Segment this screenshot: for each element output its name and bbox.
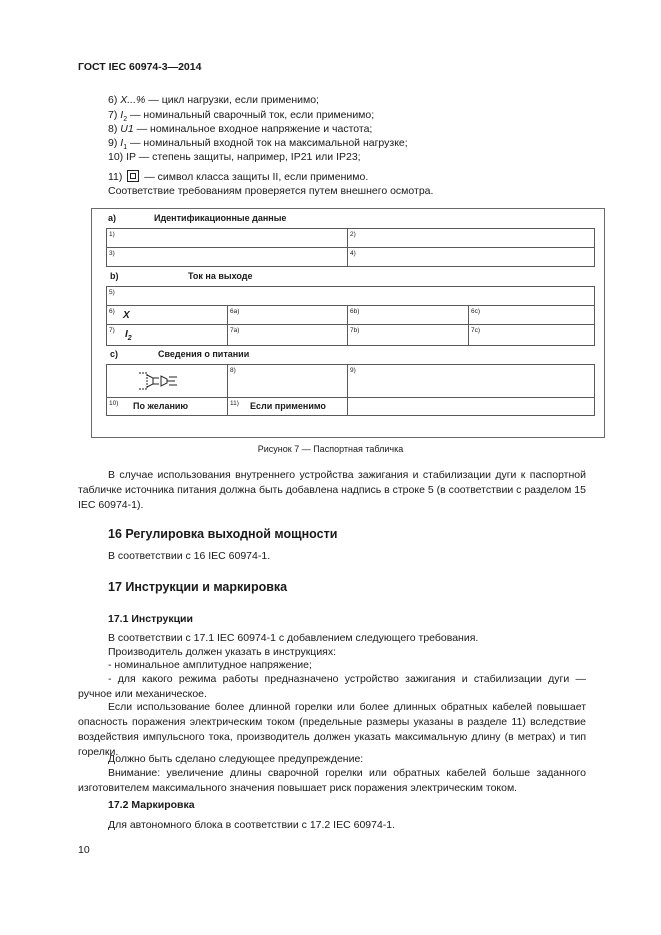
cell-11: 11) Если применимо bbox=[227, 397, 348, 416]
cell-2: 2) bbox=[347, 228, 595, 248]
list-item: 10) IP — степень защиты, например, IP21 или IP23; bbox=[108, 151, 361, 163]
cell-8: 8) bbox=[227, 364, 348, 398]
cell-7c: 7c) bbox=[468, 324, 595, 346]
cell-3: 3) bbox=[106, 247, 348, 267]
s17-1-p3: Если использование более длинной горелки или более длинных обратных кабелей повышает опасность поражения электрическим током (предельные размеры указаны в разделе 11) вследствие воздействия импульсного тока, производитель должен указать максимальную длину (в метрах) и тип горелки. bbox=[78, 701, 586, 758]
section-a-title: Идентификационные данные bbox=[154, 213, 287, 223]
document-header: ГОСТ IEC 60974-3—2014 bbox=[78, 61, 202, 73]
list-item: 11) — символ класса защиты II, если применимо. bbox=[108, 171, 369, 183]
s17-2-text: Для автономного блока в соответствии с 17.2 IEC 60974-1. bbox=[108, 819, 396, 831]
conformity-text: Соответствие требованиям проверяется путем внешнего осмотра. bbox=[108, 185, 434, 197]
ignition-paragraph: В случае использования внутреннего устройства зажигания и стабилизации дуги к паспортной табличке источника питания должна быть добавлена надпись в строке 5 (в соответствии с разделом 15 IEC 60974-1). bbox=[78, 469, 586, 511]
class-ii-symbol-icon bbox=[127, 170, 139, 182]
cell-9: 9) bbox=[347, 364, 595, 398]
section-a-letter: a) bbox=[108, 213, 117, 223]
s17-1-bullet: - для какого режима работы предназначено устройство зажигания и стабилизации дуги — ручное или механическое. bbox=[78, 673, 586, 700]
figure-caption: Рисунок 7 — Паспортная табличка bbox=[257, 444, 404, 454]
supply-symbol-cell bbox=[106, 364, 228, 398]
cell-6b: 6b) bbox=[347, 305, 469, 325]
section-b-title: Ток на выходе bbox=[188, 271, 253, 281]
cell-6: 6) X bbox=[106, 305, 228, 325]
cell-7b: 7b) bbox=[347, 324, 469, 346]
cell-1: 1) bbox=[106, 228, 348, 248]
section-c-title: Сведения о питании bbox=[158, 349, 250, 359]
section-17-heading: 17 Инструкции и маркировка bbox=[108, 580, 288, 594]
cell-5: 5) bbox=[106, 286, 595, 306]
list-item: 9) $I_1$ — номинальный входной ток на максимальной нагрузке; bbox=[108, 137, 408, 152]
rating-plate-figure bbox=[91, 208, 605, 438]
s17-1-p1: В соответствии с 17.1 IEC 60974-1 с добавлением следующего требования. bbox=[108, 632, 479, 644]
cell-10: 10) По желанию bbox=[106, 397, 228, 416]
cell-4: 4) bbox=[347, 247, 595, 267]
list-item: 7) $I_2$ — номинальный сварочный ток, если применимо; bbox=[108, 109, 375, 124]
list-item: 8) U1 — номинальное входное напряжение и частота; bbox=[108, 123, 373, 135]
cell-empty bbox=[347, 397, 595, 416]
s17-1-p2: Производитель должен указать в инструкциях: bbox=[108, 646, 337, 658]
section-17-1-heading: 17.1 Инструкции bbox=[108, 613, 193, 625]
s17-1-p5: Внимание: увеличение длины сварочной горелки или обратных кабелей больше заданного изготовителем максимального значения повышает риск поражения электрическим током. bbox=[78, 767, 586, 794]
cell-6a: 6a) bbox=[227, 305, 348, 325]
section-b-letter: b) bbox=[110, 271, 119, 281]
cell-7: 7) $I_2$ bbox=[106, 324, 228, 346]
cell-6c: 6c) bbox=[468, 305, 595, 325]
section-17-2-heading: 17.2 Маркировка bbox=[108, 799, 195, 811]
page-number: 10 bbox=[78, 844, 90, 856]
list-item: 6) X...% — цикл нагрузки, если применимо; bbox=[108, 94, 319, 106]
section-16-heading: 16 Регулировка выходной мощности bbox=[108, 527, 338, 541]
s17-1-bullet: - номинальное амплитудное напряжение; bbox=[108, 659, 312, 671]
section-c-letter: c) bbox=[110, 349, 119, 359]
s17-1-p4: Должно быть сделано следующее предупреждение: bbox=[108, 753, 364, 765]
section-16-text: В соответствии с 16 IEC 60974-1. bbox=[108, 550, 271, 562]
plug-icon bbox=[107, 365, 229, 397]
cell-7a: 7a) bbox=[227, 324, 348, 346]
